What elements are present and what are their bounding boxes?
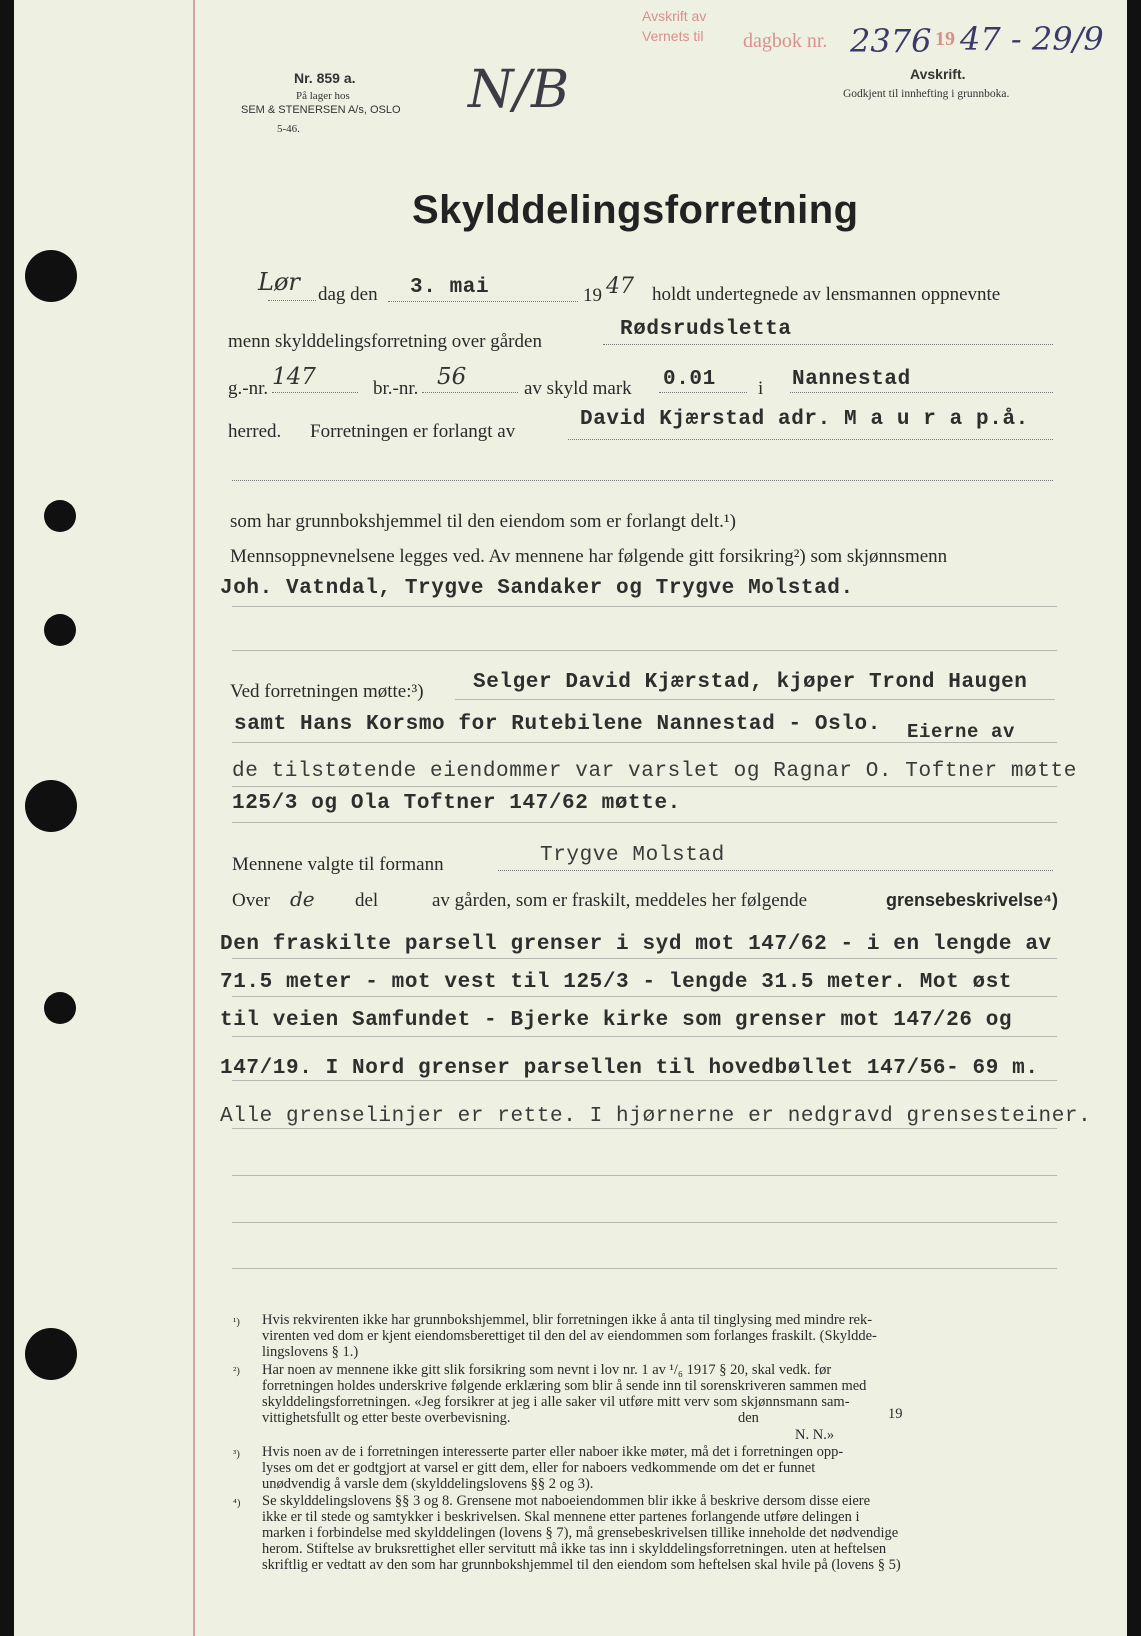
- dagbok-label: dagbok nr.: [743, 30, 828, 52]
- mote-line: de tilstøtende eiendommer var varslet og Ragnar O. Toftner møtte: [232, 760, 1077, 783]
- farm-value: Rødsrudsletta: [620, 318, 792, 341]
- footnote-line: skriftlig er vedtatt av den som har grunnbokshjemmel til den eiendom som heftelsen skal hvile på (lovens § 5): [262, 1557, 901, 1573]
- punch-hole: [25, 250, 77, 302]
- description-line: 147/19. I Nord grenser parsellen til hovedbøllet 147/56- 69 m.: [220, 1057, 1039, 1080]
- footnote-line: vittighetsfullt og etter beste overbevisning.: [262, 1410, 511, 1426]
- del-label: del: [355, 890, 379, 911]
- day-value: Lør: [258, 268, 300, 296]
- menn-line: Mennsoppnevnelsene legges ved. Av mennene har følgende gitt forsikring²) som skjønnsmenn: [230, 546, 948, 567]
- footnote-den: den: [738, 1410, 759, 1426]
- stamp-text: Avskrift av: [642, 8, 707, 24]
- footnote-line: skylddelingsforretningen. «Jeg forsikrer at jeg i alle saker vil utføre mitt verv som skjønnsmann sam-: [262, 1394, 850, 1410]
- skyld-label: av skyld mark: [524, 378, 632, 399]
- over-tail: av gården, som er fraskilt, meddeles her følgende: [432, 890, 808, 911]
- punch-hole: [44, 500, 76, 532]
- description-line: Alle grenselinjer er rette. I hjørnerne er nedgravd grensesteiner.: [220, 1105, 1092, 1128]
- over-value: de: [290, 887, 315, 911]
- gnr-label: g.-nr.: [228, 378, 269, 399]
- footnote-line: herom. Stiftelse av bruksrettighet eller servitutt må ikke tas inn i skylddelingsforretningen. uten at heftelsen: [262, 1541, 887, 1557]
- year-prefix-print: 19: [583, 285, 602, 306]
- margin-rule: [193, 0, 195, 1636]
- footnote-marker: ⁴): [233, 1497, 241, 1509]
- mote-line: samt Hans Korsmo for Rutebilene Nannestad - Oslo.: [234, 713, 881, 736]
- form-number: Nr. 859 a.: [294, 70, 356, 86]
- date-value: 3. mai: [410, 276, 490, 299]
- stamp-text: Vernets til: [642, 28, 704, 44]
- punch-hole: [44, 614, 76, 646]
- brnr-value: 56: [437, 364, 467, 390]
- mote-label: Ved forretningen møtte:³): [230, 681, 424, 702]
- punch-hole: [44, 992, 76, 1024]
- footnote-year: 19: [888, 1406, 903, 1422]
- formann-value: Trygve Molstad: [540, 844, 725, 867]
- footnote-line: lingslovens § 1.): [262, 1344, 359, 1360]
- footnote-line: virenten ved dom er kjent eiendomsberettiget til den del av eiendommen som forlanges fraskilt. (Skyldde-: [262, 1328, 877, 1344]
- line1-tail: holdt undertegnede av lensmannen oppnevnte: [652, 284, 1001, 305]
- punch-hole: [25, 1328, 77, 1380]
- year-value: 47: [606, 274, 634, 299]
- gnr-value: 147: [272, 364, 316, 390]
- footnote-line: ikke er til stede og samtykker i beskrivelsen. Skal mennene etter partenes forlangende utføre delingen i: [262, 1509, 860, 1525]
- footnote-marker: ¹): [233, 1316, 240, 1328]
- footnote-line: Hvis rekvirenten ikke har grunnbokshjemmel, blir forretningen ikke å anta til tinglysing med mindre rek-: [262, 1312, 873, 1328]
- footnote-nn: N. N.»: [795, 1427, 835, 1443]
- menn-value: Joh. Vatndal, Trygve Sandaker og Trygve Molstad.: [220, 577, 854, 600]
- dag-den-label: dag den: [318, 284, 378, 305]
- mote-line: 125/3 og Ola Toftner 147/62 møtte.: [232, 792, 681, 815]
- mote-line: Eierne av: [907, 721, 1016, 743]
- initials-handwritten: N/B: [468, 60, 570, 120]
- footnote-line: marken i forbindelse med skylddelingen (lovens § 7), må grensebeskrivelsen tillike inneholde det nødvendige: [262, 1525, 899, 1541]
- herred-value: Nannestad: [792, 368, 911, 391]
- footnote-marker: ³): [233, 1448, 240, 1460]
- i-label: i: [758, 378, 764, 399]
- grunnbok-line: som har grunnbokshjemmel til den eiendom som er forlangt delt.¹): [230, 511, 736, 532]
- year-handwritten: 47 - 29/9: [960, 20, 1104, 58]
- avskrift-stamp: Avskrift.: [910, 66, 966, 82]
- footnote-line: Hvis noen av de i forretningen interesserte parter eller naboer ikke møter, må det i forretningen opp-: [262, 1444, 844, 1460]
- dagbok-number: 2376: [850, 22, 932, 60]
- year-prefix: 19: [935, 28, 955, 50]
- publisher-line: 5-46.: [277, 123, 300, 135]
- description-line: 71.5 meter - mot vest til 125/3 - lengde 31.5 meter. Mot øst: [220, 971, 1013, 994]
- mote-line: Selger David Kjærstad, kjøper Trond Haugen: [473, 671, 1028, 694]
- publisher-line: SEM & STENERSEN A/s, OSLO: [241, 104, 401, 116]
- requested-value: David Kjærstad adr. M a u r a p.å.: [580, 408, 1029, 431]
- footnote-marker: ²): [233, 1365, 240, 1377]
- godkjent-stamp: Godkjent til innhefting i grunnboka.: [843, 88, 1010, 100]
- herred-label: herred.: [228, 421, 282, 442]
- publisher-line: På lager hos: [296, 90, 350, 102]
- footnote-line: Har noen av mennene ikke gitt slik forsikring som nevnt i lov nr. 1 av ¹/₆ 1917 § 20, skal vedk. før: [262, 1362, 832, 1378]
- description-line: Den fraskilte parsell grenser i syd mot 147/62 - i en lengde av: [220, 933, 1052, 956]
- footnote-line: unødvendig å varsle dem (skylddelingslovens §§ 2 og 3).: [262, 1476, 594, 1492]
- over-bold: grensebeskrivelse⁴): [886, 890, 1059, 910]
- farm-label: menn skylddelingsforretning over gården: [228, 331, 542, 352]
- requested-label: Forretningen er forlangt av: [310, 421, 516, 442]
- footnote-line: Se skylddelingslovens §§ 3 og 8. Grensene mot naboeiendommen blir ikke å beskrive dersom disse eiere: [262, 1493, 871, 1509]
- over-label: Over: [232, 890, 270, 911]
- brnr-label: br.-nr.: [373, 378, 419, 399]
- footnote-line: lyses om det er godtgjort at varsel er gitt dem, eller for naboers vedkommende om det er funnet: [262, 1460, 816, 1476]
- document-title: Skylddelingsforretning: [412, 188, 859, 232]
- footnote-line: forretningen holdes underskrive følgende erklæring som blir å sende inn til sorenskriveren sammen med: [262, 1378, 867, 1394]
- formann-label: Mennene valgte til formann: [232, 854, 444, 875]
- punch-hole: [25, 780, 77, 832]
- description-line: til veien Samfundet - Bjerke kirke som grenser mot 147/26 og: [220, 1009, 1013, 1032]
- skyld-value: 0.01: [663, 368, 716, 391]
